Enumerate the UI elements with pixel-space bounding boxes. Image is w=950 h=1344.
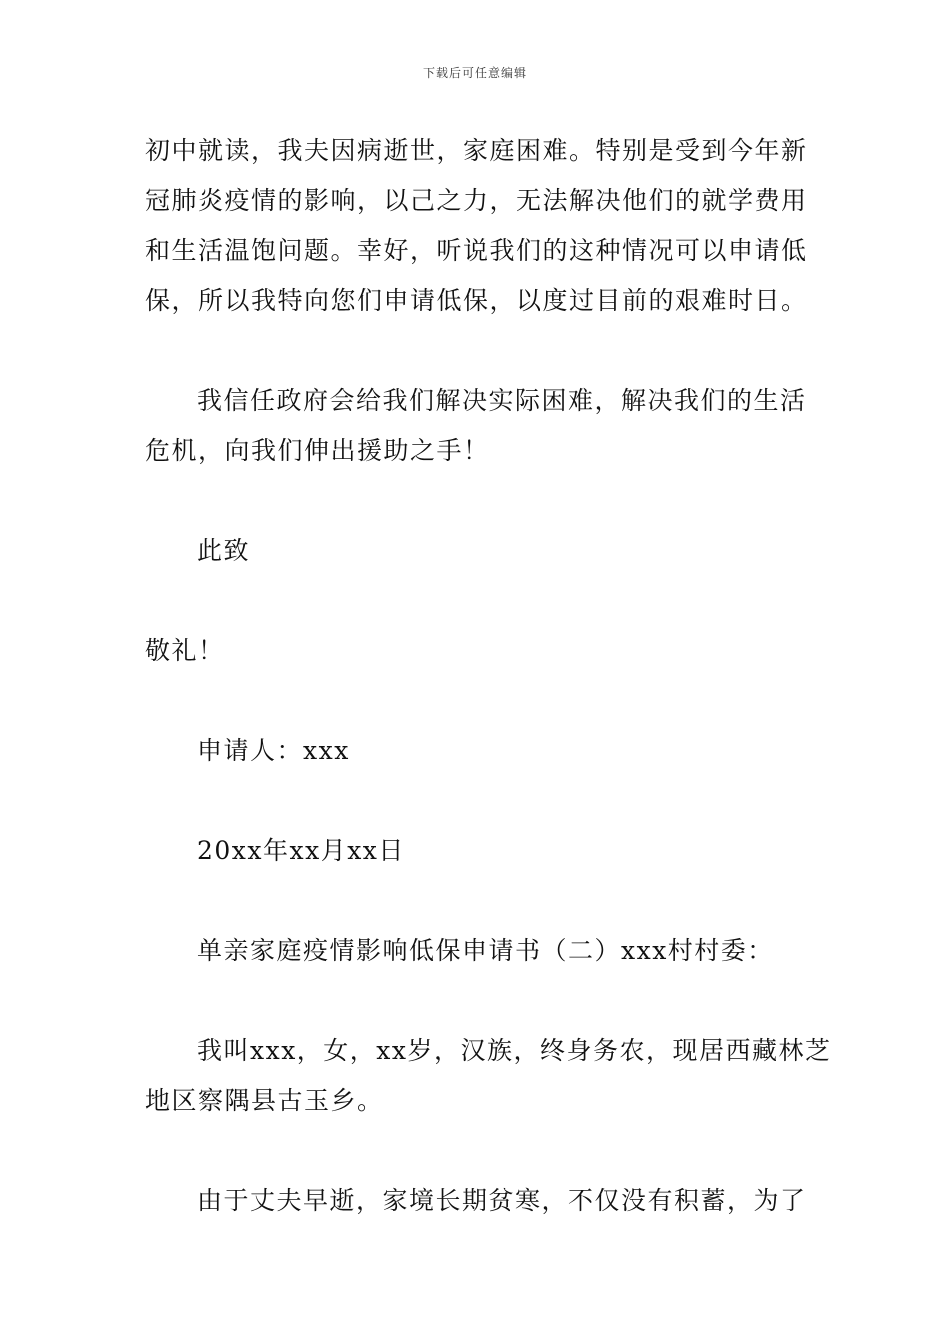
- paragraph-spacer: [145, 326, 807, 376]
- document-body: [145, 126, 832, 1226]
- applicant-signature: 申请人：xxx: [197, 736, 350, 765]
- text-line: 初中就读，我夫因病逝世，家庭困难。特别是受到今年新: [145, 136, 808, 165]
- paragraph-spacer: [145, 976, 807, 1026]
- paragraph-spacer: [145, 576, 807, 626]
- text-line: 危机，向我们伸出援助之手！: [145, 436, 490, 465]
- text-line: 由于丈夫早逝，家境长期贫寒，不仅没有积蓄，为了: [197, 1186, 807, 1215]
- text-line: 我信任政府会给我们解决实际困难，解决我们的生活: [197, 386, 807, 415]
- text-line: 和生活温饱问题。幸好，听说我们的这种情况可以申请低: [145, 236, 808, 265]
- text-line: 冠肺炎疫情的影响，以己之力，无法解决他们的就学费用: [145, 186, 808, 215]
- closing-salute: 敬礼！: [145, 636, 225, 665]
- text-line: 我叫xxx，女，xx岁，汉族，终身务农，现居西藏林芝: [197, 1036, 832, 1065]
- paragraph-spacer: [145, 876, 807, 926]
- text-line: 地区察隅县古玉乡。: [145, 1086, 384, 1115]
- paragraph-spacer: [145, 676, 807, 726]
- paragraph-spacer: [145, 1126, 807, 1176]
- paragraph-spacer: [145, 776, 807, 826]
- paragraph-self-introduction: [145, 1026, 832, 1126]
- application-date: 20xx年xx月xx日: [197, 836, 405, 865]
- paragraph-family-situation: [145, 126, 807, 326]
- page-header: 下载后可任意编辑: [422, 66, 527, 80]
- paragraph-trust-government: [145, 376, 807, 476]
- second-letter-title: 单亲家庭疫情影响低保申请书（二）xxx村村委：: [197, 936, 774, 965]
- paragraph-spacer: [145, 476, 807, 526]
- paragraph-hardship: [145, 1176, 807, 1226]
- text-line: 保，所以我特向您们申请低保，以度过目前的艰难时日。: [145, 286, 808, 315]
- closing-greeting: 此致: [197, 536, 251, 565]
